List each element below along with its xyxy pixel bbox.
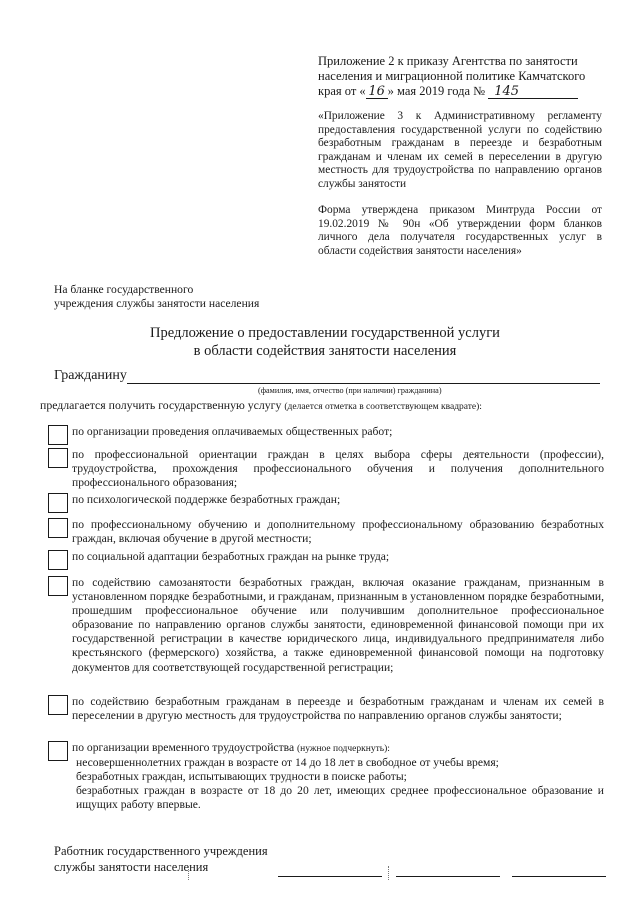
citizen-label: Гражданину xyxy=(54,368,127,383)
appendix-line-2: населения и миграционной политике Камчатского xyxy=(318,69,586,83)
temp-option-minors[interactable]: несовершеннолетних граждан в возрасте от 14 до 18 лет в свободное от учебы время; xyxy=(76,756,499,770)
service-option-label: по профессиональному обучению и дополнительному профессиональному образованию безработных граждан, включая обучение в другой местности; xyxy=(72,518,604,546)
margin-mark xyxy=(388,866,389,880)
appendix-line-3: края от « 16 » мая 2019 года № 145 xyxy=(318,84,602,99)
form-approval-note: Форма утверждена приказом Минтруда России от 19.02.2019 № 90н «Об утверждении форм бланков личного дела получателя государственных услуг в области содействия занятости населения» xyxy=(318,204,602,257)
checkbox[interactable] xyxy=(48,550,68,570)
service-option-label: по социальной адаптации безработных граждан на рынке труда; xyxy=(72,550,390,563)
service-option-label: по психологической поддержке безработных граждан; xyxy=(72,493,341,506)
intro-text: предлагается получить государственную услугу (делается отметка в соответствующем квадрате): xyxy=(40,398,482,412)
temp-option-graduates[interactable]: безработных граждан в возрасте от 18 до 20 лет, имеющих среднее профессиональное образование и ищущих работу впервые. xyxy=(76,784,604,812)
service-option-label: по организации временного трудоустройства (нужное подчеркнуть): несовершеннолетних граждан в возрасте от 14 до 18 лет в свободное от учебы время; безработных граждан, испытывающих трудности в поиске работы; безработных граждан в возрасте от 18 до 20 лет, имеющих среднее профессиональное образование и ищущих работу впервые. xyxy=(72,741,604,812)
citizen-name-line[interactable] xyxy=(127,383,600,384)
service-option-label: по содействию безработным гражданам в переезде и безработным гражданам и членам их семей в переселении в другую местность для трудоустройства по направлению органов службы занятости; xyxy=(72,695,604,723)
checkbox[interactable] xyxy=(48,448,68,468)
appendix-header xyxy=(318,54,602,99)
document-title: Предложение о предоставлении государственной услуги в области содействия занятости населения xyxy=(150,325,500,359)
order-number: 145 xyxy=(488,86,578,99)
checkbox[interactable] xyxy=(48,695,68,715)
service-option-label: по содействию самозанятости безработных граждан, включая оказание гражданам, признанным в установленном порядке безработными, и гражданам, признанным в установленном порядке безработными, прошедшим профессиональное обучение или получившим дополнительное профессиональное образование по направлению органов службы занятости, единовременной финансовой помощи при их государственной регистрации в качестве юридического лица, индивидуального предпринимателя либо крестьянского (фермерского) хозяйства, а также единовременной финансовой помощи на подготовку документов для соответствующей государственной регистрации; xyxy=(72,576,604,674)
service-option-label: по профессиональной ориентации граждан в целях выбора сферы деятельности (профессии), трудоустройства, прохождения профессионального обучения и получения дополнительного профессионального образования; xyxy=(72,448,604,490)
checkbox[interactable] xyxy=(48,518,68,538)
citizen-field xyxy=(54,368,604,388)
checkbox[interactable] xyxy=(48,576,68,596)
employee-signature-block: Работник государственного учреждения службы занятости населения xyxy=(54,844,268,874)
margin-mark xyxy=(188,866,189,880)
appendix-line-1: Приложение 2 к приказу Агентства по занятости xyxy=(318,54,578,68)
service-option-label: по организации проведения оплачиваемых общественных работ; xyxy=(72,425,393,438)
checkbox[interactable] xyxy=(48,741,68,761)
checkbox[interactable] xyxy=(48,425,68,445)
regulation-reference: «Приложение 3 к Административному регламенту предоставления государственной услуги по содействию безработным гражданам в переезде и безработным гражданам и членам их семей в переселении в другую местность для трудоустройства по направлению органов службы занятости xyxy=(318,110,602,190)
temp-option-job-difficulties[interactable]: безработных граждан, испытывающих трудности в поиске работы; xyxy=(76,770,407,784)
citizen-name-hint: (фамилия, имя, отчество (при наличии) гражданина) xyxy=(258,386,442,395)
full-name-line[interactable] xyxy=(512,876,606,877)
letterhead-note: На бланке государственного учреждения службы занятости населения xyxy=(54,283,260,310)
position-line[interactable] xyxy=(278,876,382,877)
signature-line[interactable] xyxy=(396,876,500,877)
checkbox[interactable] xyxy=(48,493,68,513)
order-day: 16 xyxy=(366,86,388,99)
